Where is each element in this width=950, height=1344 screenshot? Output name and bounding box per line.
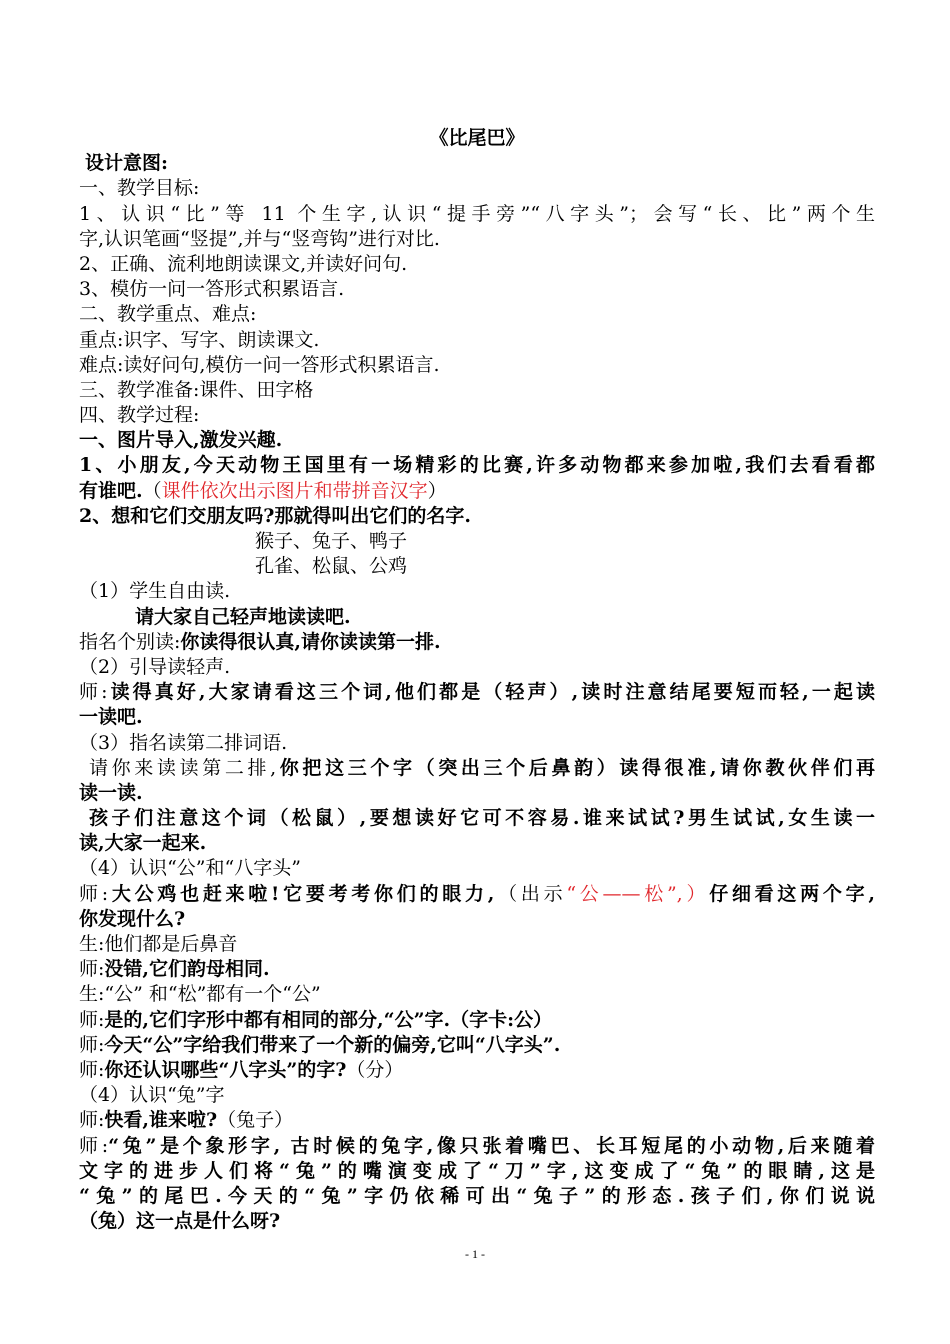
step-3-line-2: 读一读. [79, 781, 143, 804]
teacher-text: 没错,它们韵母相同. [104, 958, 270, 981]
teacher-text: 你还认识哪些“八字头”的字? [104, 1058, 347, 1081]
teacher-line-7 [79, 1134, 875, 1159]
document-title: 《比尾巴》 [429, 127, 525, 149]
goal-3: 3、模仿一问一答形式积累语言. [79, 278, 345, 301]
key-point: 重点:识字、写字、朗读课文. [79, 328, 320, 351]
teacher-line-7-cont-2: “兔”的尾巴.今天的“兔”字仍依稀可出“兔子”的形态.孩子们,你们说说 [79, 1184, 875, 1207]
teacher-prefix: 师: [79, 882, 109, 905]
student-line-2: 生:“公” 和“松”都有一个“公” [79, 983, 321, 1006]
student-line-1: 生:他们都是后鼻音 [79, 933, 238, 955]
paragraph-2: 2、想和它们交朋友吗?那就得叫出它们的名字. [79, 504, 471, 527]
difficulty: 难点:读好问句,模仿一问一答形式积累语言. [79, 353, 440, 376]
step-3-bold: 你把这三个字（突出三个后鼻韵）读得很准,请你教伙伴们再 [276, 756, 875, 779]
individual-text: 你读得很认真,请你读读第一排. [180, 630, 441, 653]
step-2-line-1 [79, 680, 875, 705]
teacher-prefix: 师: [79, 958, 105, 981]
teacher-text: 是的,它们字形中都有相同的部分,“公”字.（字卡:公） [104, 1008, 553, 1031]
teacher-line-4 [79, 1033, 875, 1058]
step-1-text: 请大家自己轻声地读读吧. [135, 605, 351, 628]
paren-close: ） [427, 479, 447, 502]
teacher-text-2: 仔细看这两个字, [709, 882, 875, 905]
paragraph-1-bold: 有谁吧. [79, 479, 143, 502]
step-2-line-2: 一读吧. [79, 706, 143, 729]
teacher-line-7-cont-1: 文字的进步人们将“兔”的嘴演变成了“刀”字,这变成了“兔”的眼睛,这是 [79, 1159, 875, 1182]
step-1-heading: 一、图片导入,激发兴趣. [79, 429, 283, 452]
teacher-line-3 [79, 1008, 875, 1033]
section-preparation: 三、教学准备:课件、田字格 [79, 378, 314, 401]
teacher-line-7-cont-3: （兔）这一点是什么呀? [79, 1210, 281, 1233]
step-3-line-4: 读,大家一起来. [79, 832, 207, 855]
word-list-row-1: 猴子、兔子、鸭子 [255, 530, 408, 552]
step-4-label: （4）认识“公”和“八字头” [79, 857, 301, 880]
teacher-text: 大公鸡也赶来啦!它要考考你们的眼力, [108, 882, 495, 905]
teacher-prefix: 师: [79, 1109, 105, 1132]
teacher-line-2 [79, 957, 875, 982]
teacher-prefix: 师: [79, 1008, 105, 1031]
paragraph-1-line-1: 1、小朋友,今天动物王国里有一场精彩的比赛,许多动物都来参加啦,我们去看看都 [79, 454, 875, 477]
step-3-label: （3）指名读第二排词语. [79, 731, 288, 754]
section-heading-process: 四、教学过程: [79, 404, 200, 427]
step-1-label: （1）学生自由读. [79, 580, 231, 603]
teacher-paren: （兔子） [217, 1109, 294, 1132]
individual-prefix: 指名个别读: [79, 630, 181, 653]
section-heading-key-points: 二、教学重点、难点: [79, 303, 257, 326]
show-note: “公——松”,） [566, 882, 710, 905]
step-3-prefix: 请你来读读第二排, [89, 756, 277, 779]
section-heading-goals: 一、教学目标: [79, 177, 200, 200]
teacher-paren: （分） [346, 1058, 404, 1081]
teacher-line-6 [79, 1108, 875, 1133]
show-paren: （出示 [494, 882, 567, 905]
teacher-line-1-cont: 你发现什么? [79, 907, 186, 930]
goal-1-line-2: 字,认识笔画“竖提”,并与“竖弯钩”进行对比. [79, 227, 440, 250]
step-2-label: （2）引导读轻声. [79, 655, 231, 678]
page-number: - 1 - [465, 1247, 485, 1261]
teacher-prefix: 师: [79, 681, 108, 704]
teacher-text: 快看,谁来啦? [104, 1109, 218, 1132]
step-3-line-3: 孩子们注意这个词（松鼠）,要想读好它可不容易.谁来试试?男生试试,女生读一 [89, 807, 875, 830]
teacher-prefix: 师: [79, 1134, 109, 1157]
design-heading: 设计意图: [85, 152, 169, 175]
courseware-note: 课件依次出示图片和带拼音汉字 [161, 479, 428, 502]
teacher-line-1 [79, 882, 875, 907]
paren-open: （ [142, 479, 162, 502]
teacher-text: 读得真好,大家请看这三个词,他们都是（轻声）,读时注意结尾要短而轻,一起读 [107, 681, 875, 704]
goal-1-line-1: 1、认识“比”等 11 个生字,认识“提手旁”“八字头”；会写“长、比”两个生 [79, 202, 875, 225]
teacher-line-5 [79, 1058, 875, 1083]
teacher-text: 今天“公”字给我们带来了一个新的偏旁,它叫“八字头”. [104, 1033, 561, 1056]
paragraph-1-line-2 [79, 479, 875, 504]
word-list-row-2: 孔雀、松鼠、公鸡 [255, 555, 408, 578]
goal-2: 2、正确、流利地朗读课文,并读好问句. [79, 252, 408, 275]
teacher-text: “兔”是个象形字, 古时候的兔字,像只张着嘴巴、长耳短尾的小动物,后来随着 [108, 1134, 875, 1157]
step-1-individual [79, 630, 875, 655]
step-3-line-1 [79, 756, 875, 781]
teacher-prefix: 师: [79, 1058, 105, 1081]
document-body [79, 126, 875, 1234]
teacher-prefix: 师: [79, 1033, 105, 1056]
step-5-label: （4）认识“兔”字 [79, 1084, 225, 1107]
